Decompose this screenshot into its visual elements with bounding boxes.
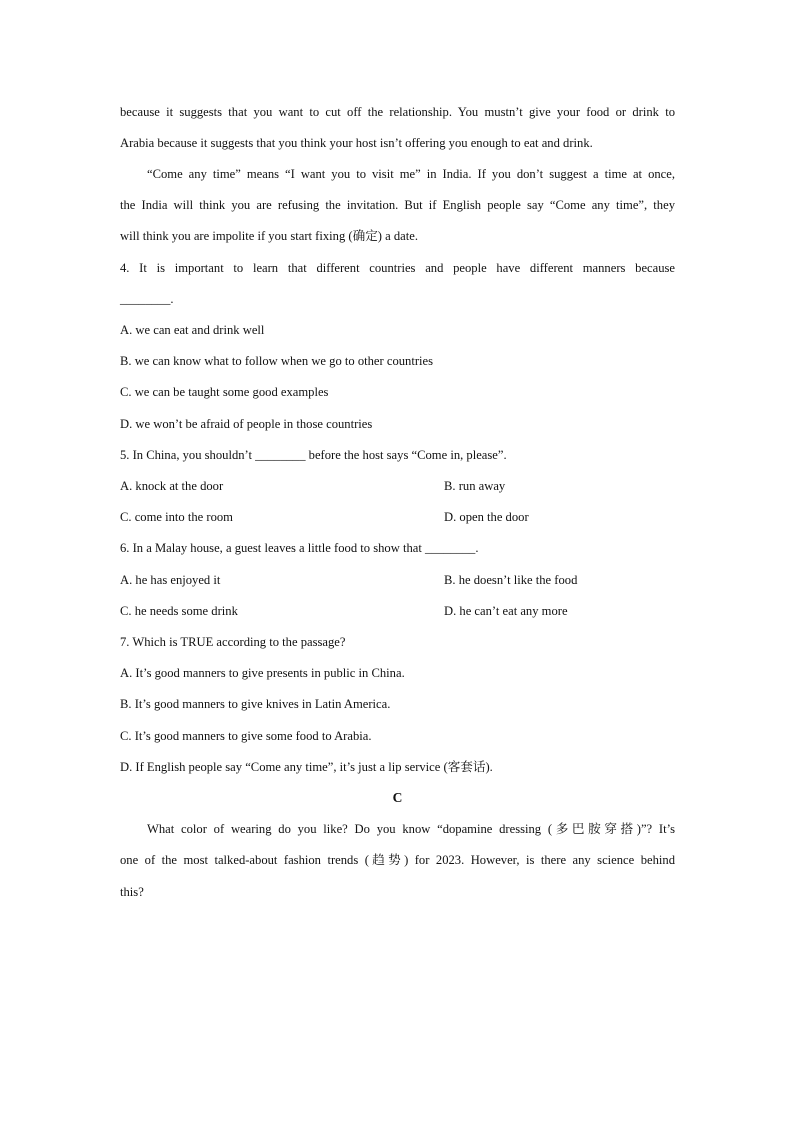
question-5-stem: 5. In China, you shouldn’t ________ before the host says “Come in, please”. bbox=[120, 448, 507, 462]
question-5-option-a: A. knock at the door bbox=[120, 479, 224, 493]
question-6-option-c: C. he needs some drink bbox=[120, 604, 238, 618]
passage-b-line-3: “Come any time” means “I want you to visit me” in India. If you don’t suggest a time at once, bbox=[147, 167, 675, 181]
question-6-option-d: D. he can’t eat any more bbox=[444, 604, 568, 618]
passage-c-line-2: one of the most talked-about fashion trends (趋势) for 2023. However, is there any science behind bbox=[120, 853, 675, 867]
passage-b-line-4: the India will think you are refusing the invitation. But if English people say “Come any time”, they bbox=[120, 198, 675, 212]
question-4-option-b: B. we can know what to follow when we go to other countries bbox=[120, 354, 434, 368]
question-7-option-c: C. It’s good manners to give some food to Arabia. bbox=[120, 729, 372, 743]
question-5-option-d: D. open the door bbox=[444, 510, 529, 524]
question-7-option-a: A. It’s good manners to give presents in public in China. bbox=[120, 666, 405, 680]
passage-c-line-3: this? bbox=[120, 885, 144, 899]
question-7-stem: 7. Which is TRUE according to the passage? bbox=[120, 635, 346, 649]
passage-c-heading: C bbox=[392, 790, 403, 805]
question-4-blank: ________. bbox=[120, 292, 174, 306]
passage-b-line-5: will think you are impolite if you start fixing (确定) a date. bbox=[120, 229, 418, 243]
passage-c-line-1: What color of wearing do you like? Do you know “dopamine dressing (多巴胺穿搭)”? It’s bbox=[147, 822, 675, 836]
question-4-option-c: C. we can be taught some good examples bbox=[120, 385, 329, 399]
question-5-option-c: C. come into the room bbox=[120, 510, 233, 524]
question-4-option-d: D. we won’t be afraid of people in those countries bbox=[120, 417, 373, 431]
passage-b-line-1: because it suggests that you want to cut off the relationship. You mustn’t give your food or drink to bbox=[120, 105, 675, 119]
question-6-option-b: B. he doesn’t like the food bbox=[444, 573, 578, 587]
question-5-option-b: B. run away bbox=[444, 479, 506, 493]
question-6-stem: 6. In a Malay house, a guest leaves a little food to show that ________. bbox=[120, 541, 479, 555]
question-7-option-d: D. If English people say “Come any time”, it’s just a lip service (客套话). bbox=[120, 760, 493, 774]
passage-b-line-2: Arabia because it suggests that you think your host isn’t offering you enough to eat and drink. bbox=[120, 136, 593, 150]
question-4-option-a: A. we can eat and drink well bbox=[120, 323, 265, 337]
question-7-option-b: B. It’s good manners to give knives in Latin America. bbox=[120, 697, 391, 711]
question-6-option-a: A. he has enjoyed it bbox=[120, 573, 221, 587]
question-4-stem: 4. It is important to learn that different countries and people have different manners because bbox=[120, 261, 675, 275]
